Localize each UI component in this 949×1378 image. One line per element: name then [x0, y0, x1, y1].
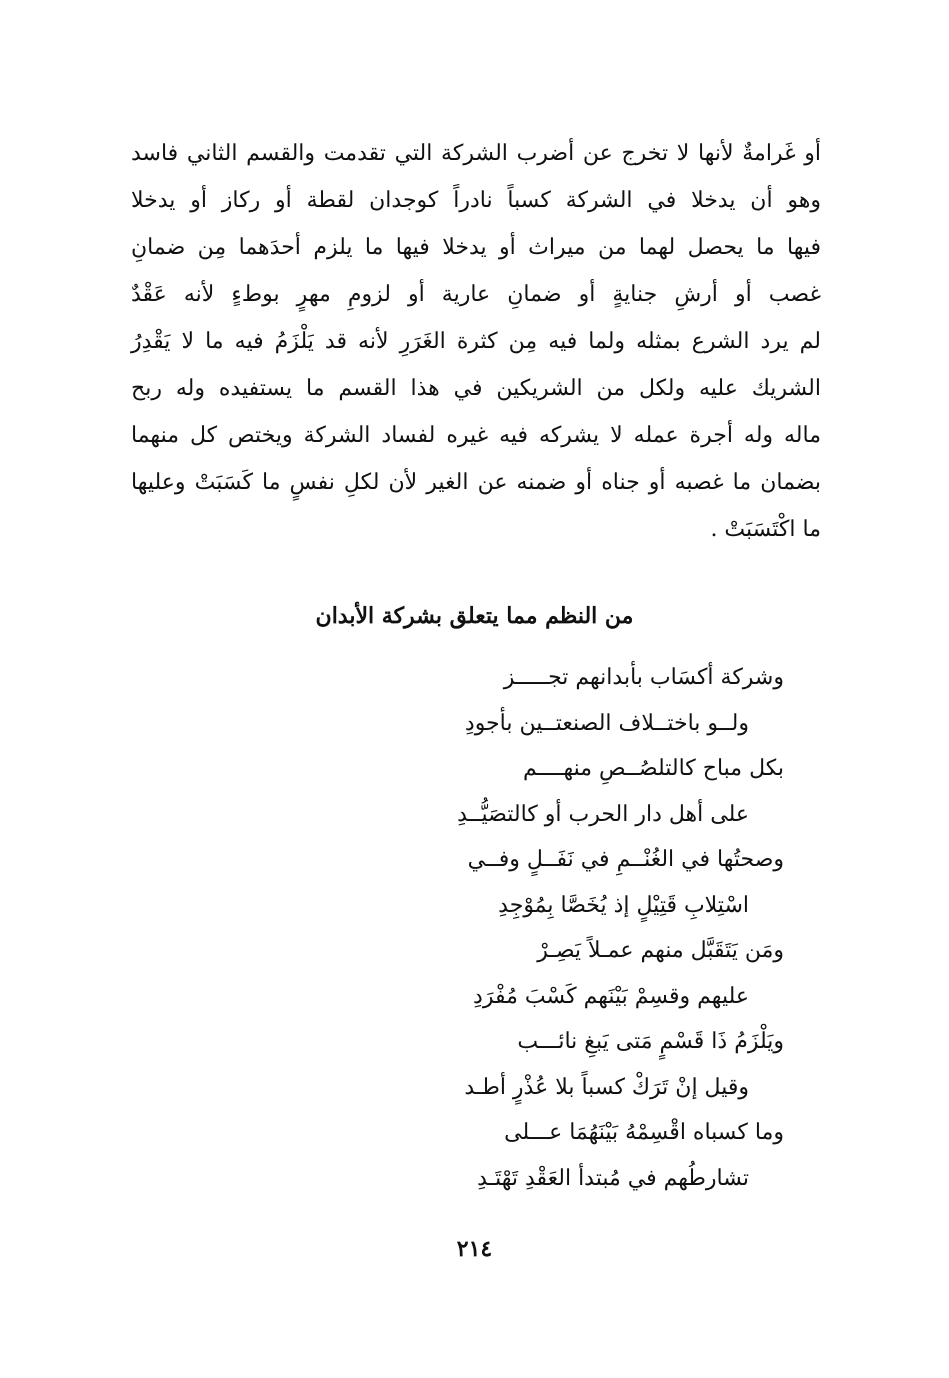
verse-first-half: وما كسباه اقْسِمْهُ بَيْنَهُمَا عـــلى: [504, 1120, 784, 1145]
verse-second-half: اسْتِلابِ قَتِيْلٍ إذ يُخَصَّا بِمُوْجِدِ: [498, 892, 749, 918]
prose-line: وهو أن يدخلا في الشركة كسباً نادراً كوجدان لقطة أو ركاز أو يدخلا: [131, 188, 821, 213]
verse-second-half: عليهم وقسِمْ بَيْنَهم كَسْبَ مُفْرَدِ: [473, 983, 749, 1009]
prose-line: غصب أو أرشِ جنايةٍ أو ضمانِ عارية أو لزومِ مهرٍ بوطءٍ لأنه عَقْدٌ: [131, 282, 821, 307]
prose-line: فيها ما يحصل لهما من ميراث أو يدخلا فيها ما يلزم أحدَهما مِن ضمانِ: [131, 235, 821, 260]
poem: [0, 655, 949, 1201]
verse-second-half: ولــو باختــلاف الصنعتــين بأجودِ: [464, 710, 749, 736]
section-heading: من النظم مما يتعلق بشركة الأبدان: [315, 603, 634, 629]
page-number: ٢١٤: [456, 1236, 493, 1262]
prose-line: ما اكْتَسَبَتْ .: [710, 517, 821, 542]
verse-first-half: ويَلْزَمُ ذَا قَسْمٍ مَتى يَبغِ نائـــب: [517, 1029, 784, 1054]
prose-paragraph: [131, 130, 821, 553]
verse-first-half: ومَن يَتَقَبَّل منهم عمـلاً يَصِـرْ: [537, 938, 784, 963]
verse-second-half: على أهل دار الحرب أو كالتصَيُّــدِ: [457, 801, 749, 827]
prose-line: بضمان ما غصبه أو جناه أو ضمنه عن الغير لأن لكلِ نفسٍ ما كَسَبَتْ وعليها: [131, 470, 821, 495]
verse-second-half: وقيل إنْ تَرَكْ كسباً بلا عُذْرٍ أطـد: [464, 1074, 749, 1100]
prose-line: أو غَرامةٌ لأنها لا تخرج عن أضرب الشركة التي تقدمت والقسم الثاني فاسد: [131, 141, 821, 166]
prose-line: الشريك عليه ولكل من الشريكين في هذا القسم ما يستفيده وله ربح: [131, 376, 821, 401]
prose-line: لم يرد الشرع بمثله ولما فيه مِن كثرة الغَرَرِ لأنه قد يَلْزَمُ فيه ما لا يَقْدِرُ: [131, 329, 821, 354]
verse-second-half: تشارطُهم في مُبتدأ العَقْدِ تَهْتَـدِ: [477, 1165, 749, 1191]
prose-line: ماله وله أجرة عمله لا يشركه فيه غيره لفساد الشركة ويختص كل منهما: [131, 423, 821, 448]
verse-first-half: بكل مباح كالتلصُــصِ منهــــم: [523, 756, 784, 781]
verse-first-half: وصحتُها في الغُنْــمِ في نَفَــلٍ وفــي: [467, 847, 784, 872]
verse-first-half: وشركة أكسَاب بأبدانهم تجـــــز: [503, 665, 784, 690]
